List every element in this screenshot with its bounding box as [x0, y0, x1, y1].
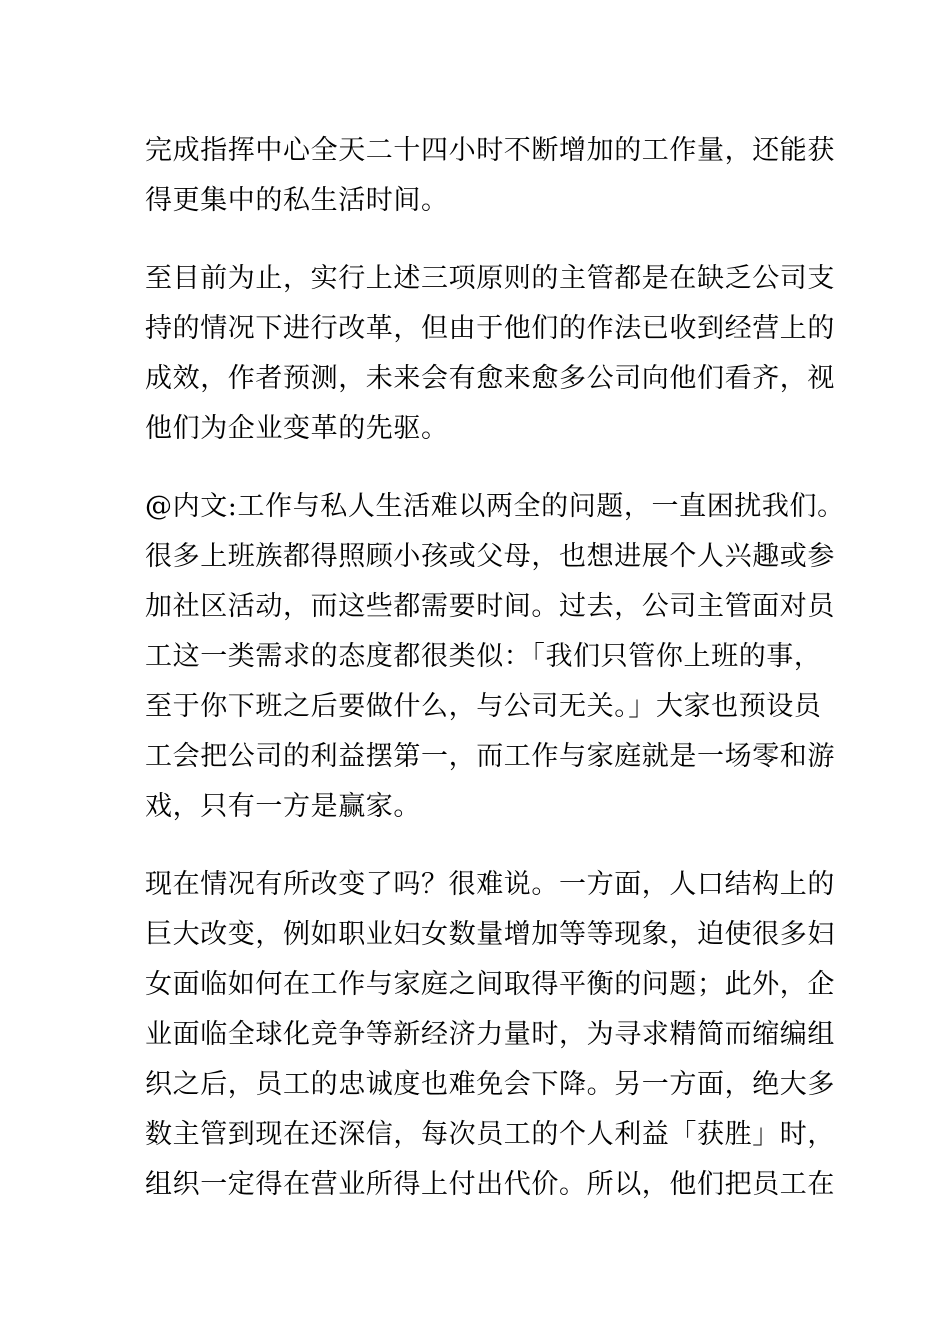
text-line: 完成指挥中心全天二十四小时不断增加的工作量，还能获 — [145, 135, 835, 166]
text-line: 加社区活动，而这些都需要时间。过去，公司主管面对员 — [145, 591, 835, 622]
text-line: 他们为企业变革的先驱。 — [145, 413, 449, 444]
paragraph-4 — [145, 860, 835, 1210]
paragraph-2 — [145, 254, 835, 454]
text-line: 成效，作者预测，未来会有愈来愈多公司向他们看齐，视 — [145, 363, 835, 394]
paragraph-3 — [145, 482, 845, 832]
text-line: 女面临如何在工作与家庭之间取得平衡的问题；此外，企 — [145, 969, 835, 1000]
text-line: 工会把公司的利益摆第一，而工作与家庭就是一场零和游 — [145, 741, 835, 772]
text-line: @内文:工作与私人生活难以两全的问题，一直困扰我们。 — [145, 491, 845, 522]
text-line: 持的情况下进行改革，但由于他们的作法已收到经营上的 — [145, 313, 835, 344]
text-line: 业面临全球化竞争等新经济力量时，为寻求精简而缩编组 — [145, 1019, 835, 1050]
text-line: 戏，只有一方是赢家。 — [145, 791, 421, 822]
document-body — [145, 126, 845, 1238]
text-line: 织之后，员工的忠诚度也难免会下降。另一方面，绝大多 — [145, 1069, 835, 1100]
text-line: 数主管到现在还深信，每次员工的个人利益「获胜」时， — [145, 1119, 835, 1150]
text-line: 至于你下班之后要做什么，与公司无关。」大家也预设员 — [145, 691, 822, 722]
paragraph-1 — [145, 126, 835, 226]
text-line: 至目前为止，实行上述三项原则的主管都是在缺乏公司支 — [145, 263, 835, 294]
text-line: 工这一类需求的态度都很类似：「我们只管你上班的事， — [145, 641, 822, 672]
text-line: 得更集中的私生活时间。 — [145, 185, 449, 216]
text-line: 巨大改变，例如职业妇女数量增加等等现象，迫使很多妇 — [145, 919, 835, 950]
text-line: 现在情况有所改变了吗？很难说。一方面，人口结构上的 — [145, 869, 835, 900]
text-line: 很多上班族都得照顾小孩或父母，也想进展个人兴趣或参 — [145, 541, 835, 572]
text-line: 组织一定得在营业所得上付出代价。所以，他们把员工在 — [145, 1169, 835, 1200]
